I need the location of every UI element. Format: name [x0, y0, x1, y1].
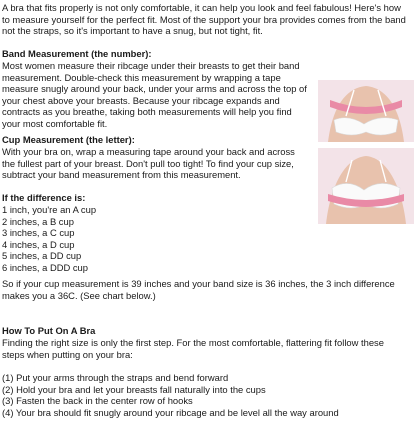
steps-list — [2, 372, 339, 418]
cup-size-list — [2, 204, 96, 274]
cup-measurement-illustration — [318, 148, 414, 224]
list-item: (4) Your bra should fit snugly around your ribcage and be level all the way around — [2, 406, 339, 418]
list-item: 5 inches, a DD cup — [2, 250, 82, 262]
band-measurement-illustration — [318, 80, 414, 142]
intro-paragraph: A bra that fits properly is not only comfortable, it can help you look and feel fabulous! Here's how to measure yourself for the perfect fit. Most of the support your bra provides comes from the band not the straps, so it's important to have a snug, but not tight, fit. — [2, 2, 406, 37]
list-item: (2) Hold your bra and let your breasts fall naturally into the cups — [2, 383, 266, 395]
band-measurement-heading: Band Measurement (the number): — [2, 48, 152, 59]
list-item: 3 inches, a C cup — [2, 227, 75, 239]
list-item: 1 inch, you're an A cup — [2, 204, 97, 215]
list-item: 2 inches, a B cup — [2, 215, 74, 227]
band-measurement-photo — [318, 80, 414, 142]
cup-measurement-photo — [318, 148, 414, 224]
band-measurement-text: Most women measure their ribcage under their breasts to get their band measurement. Double-check this measurement by wrapping a tape measure snugly around your back, under your arms and across the top of your chest above your breasts. Because your ribcage expands and contracts as you breathe, taking both measurements will help you find your most comfortable fit. — [2, 60, 307, 129]
how-to-text: Finding the right size is only the first step. For the most comfortable, flattering fit follow these steps when putting on your bra: — [2, 337, 384, 360]
difference-heading: If the difference is: — [2, 192, 86, 203]
list-item: 6 inches, a DDD cup — [2, 261, 88, 273]
list-item: 4 inches, a D cup — [2, 238, 75, 250]
list-item: (3) Fasten the back in the center row of hooks — [2, 395, 193, 407]
how-to-heading: How To Put On A Bra — [2, 325, 96, 336]
cup-measurement-heading: Cup Measurement (the letter): — [2, 134, 135, 145]
example-paragraph: So if your cup measurement is 39 inches and your band size is 36 inches, the 3 inch difference makes you a 36C. (See chart below.) — [2, 278, 395, 301]
cup-measurement-text: With your bra on, wrap a measuring tape around your back and across the fullest part of your breast. Don't pull too tight! To find your cup size, subtract your band measurement from this measurement. — [2, 146, 295, 181]
list-item: (1) Put your arms through the straps and bend forward — [2, 372, 229, 383]
